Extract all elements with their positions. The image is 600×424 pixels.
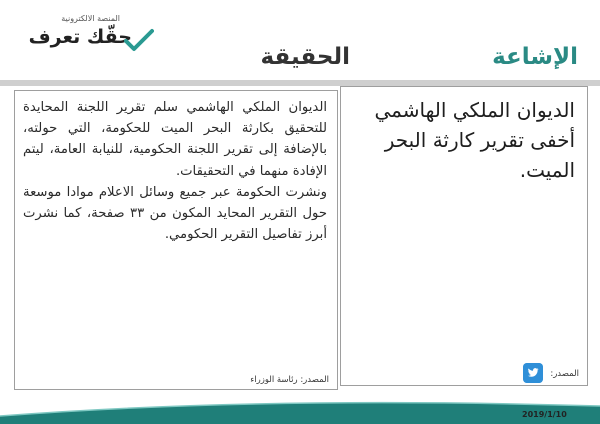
truth-box bbox=[14, 90, 338, 390]
rumor-box bbox=[340, 86, 588, 386]
brand-logo bbox=[20, 12, 160, 58]
truth-heading: الحقيقة bbox=[260, 44, 350, 70]
truth-paragraph-1: الديوان الملكي الهاشمي سلم تقرير اللجنة المحايدة للتحقيق بكارثة البحر الميت للحكومة، التي حولته، بالإضافة إلى تقرير اللجنة الحكومية، للنيابة العامة، ليتم الإفادة منهما في التحقيقات. bbox=[23, 100, 327, 179]
rumor-source-label: المصدر: bbox=[550, 369, 579, 379]
truth-text bbox=[23, 97, 327, 245]
rumor-text: الديوان الملكي الهاشمي أخفى تقرير كارثة البحر الميت. bbox=[374, 98, 575, 182]
truth-source: المصدر: رئاسة الوزراء bbox=[250, 375, 329, 385]
rumor-heading: الإشاعة bbox=[492, 44, 578, 70]
footer-date: 2019/1/10 bbox=[522, 410, 567, 419]
brand-name: حقّك تعرف bbox=[28, 26, 132, 48]
checkmark-icon bbox=[124, 28, 154, 52]
brand-tagline: المنصة الالكترونية bbox=[61, 14, 120, 23]
twitter-icon bbox=[523, 363, 543, 383]
truth-paragraph-2: ونشرت الحكومة عبر جميع وسائل الاعلام موادا موسعة حول التقرير المحايد المكون من ٣٣ صفحة، كما نشرت أبرز تفاصيل التقرير الحكومي. bbox=[23, 184, 327, 243]
footer-band bbox=[0, 400, 600, 424]
